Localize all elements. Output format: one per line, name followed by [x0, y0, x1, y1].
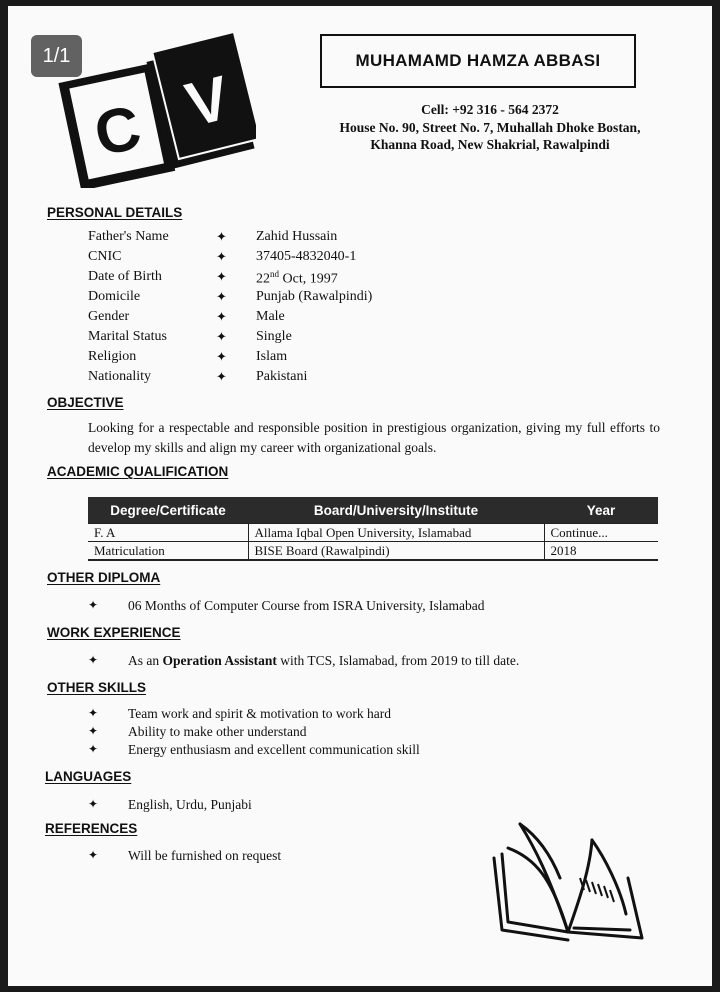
personal-row [88, 229, 488, 249]
column-header: Degree/Certificate [88, 497, 248, 524]
table-cell: F. A [88, 524, 248, 542]
dob-day: 22 [256, 271, 270, 287]
table-header-row [88, 497, 658, 524]
address-line-1: House No. 90, Street No. 7, Muhallah Dhoke Bostan, [339, 120, 641, 135]
field-label: Religion [88, 349, 137, 364]
list-item [88, 724, 648, 742]
bullet-icon: ✦ [216, 289, 227, 304]
objective-text: Looking for a respectable and responsible position in prestigious organization, giving my full efforts to develop my skills and align my career with organizational goals. [88, 420, 660, 455]
column-header: Board/University/Institute [248, 497, 544, 524]
logo-letter-c: C [88, 92, 147, 170]
bullet-icon: ✦ [88, 797, 99, 811]
personal-row [88, 269, 488, 289]
skills-heading: OTHER SKILLS [47, 680, 147, 695]
field-value: 37405-4832040-1 [256, 249, 357, 264]
field-label: CNIC [88, 249, 122, 264]
table-cell: 2018 [544, 542, 658, 561]
logo-letter-v: V [179, 63, 237, 141]
list-item [88, 742, 648, 760]
languages-heading: LANGUAGES [45, 769, 132, 784]
table-cell: Allama Iqbal Open University, Islamabad [248, 524, 544, 542]
work-role: Operation Assistant [162, 653, 277, 668]
list-item-text: Ability to make other understand [128, 724, 307, 739]
table-row [88, 542, 658, 561]
personal-row [88, 329, 488, 349]
field-label: Date of Birth [88, 269, 162, 284]
bullet-icon: ✦ [88, 742, 99, 756]
field-value: Zahid Hussain [256, 229, 338, 244]
bullet-icon: ✦ [216, 229, 227, 244]
cell-number: Cell: +92 316 - 564 2372 [421, 102, 559, 117]
work-pre: As an [128, 653, 163, 668]
list-item-text: 06 Months of Computer Course from ISRA University, Islamabad [128, 598, 485, 613]
academic-table [88, 497, 658, 561]
field-label: Domicile [88, 289, 141, 304]
bullet-icon: ✦ [88, 598, 99, 612]
personal-details-heading: PERSONAL DETAILS [47, 205, 183, 220]
field-value: Single [256, 329, 292, 344]
diploma-heading: OTHER DIPLOMA [47, 570, 161, 585]
table-cell: Continue... [544, 524, 658, 542]
bullet-icon: ✦ [216, 349, 227, 364]
list-item [88, 706, 648, 724]
list-item [88, 653, 648, 671]
academic-heading: ACADEMIC QUALIFICATION [47, 464, 229, 479]
work-heading: WORK EXPERIENCE [47, 625, 181, 640]
references-heading: REFERENCES [45, 821, 138, 836]
field-label: Father's Name [88, 229, 169, 244]
personal-row [88, 289, 488, 309]
dob-rest: Oct, 1997 [279, 271, 338, 287]
table-cell: Matriculation [88, 542, 248, 561]
list-item-text: Will be furnished on request [128, 848, 282, 863]
cv-logo [56, 28, 256, 188]
field-value: Male [256, 309, 285, 324]
field-value: Islam [256, 349, 288, 364]
dob-suffix: nd [270, 269, 279, 279]
objective-heading: OBJECTIVE [47, 395, 124, 410]
list-item-text: English, Urdu, Punjabi [128, 797, 252, 812]
field-value [256, 269, 338, 288]
list-item-text [128, 653, 519, 669]
bullet-icon: ✦ [88, 848, 99, 862]
personal-row [88, 369, 488, 389]
bullet-icon: ✦ [88, 724, 99, 738]
personal-row [88, 349, 488, 369]
column-header: Year [544, 497, 658, 524]
bullet-icon: ✦ [216, 249, 227, 264]
personal-row [88, 249, 488, 269]
field-label: Marital Status [88, 329, 167, 344]
bullet-icon: ✦ [216, 269, 227, 284]
list-item [88, 598, 648, 616]
candidate-name: MUHAMAMD HAMZA ABBASI [320, 34, 636, 88]
list-item-text: Team work and spirit & motivation to work hard [128, 706, 392, 721]
table-cell: BISE Board (Rawalpindi) [248, 542, 544, 561]
personal-row [88, 309, 488, 329]
field-value: Punjab (Rawalpindi) [256, 289, 373, 304]
address-line-2: Khanna Road, New Shakrial, Rawalpindi [370, 137, 610, 152]
bullet-icon: ✦ [216, 329, 227, 344]
bullet-icon: ✦ [216, 369, 227, 384]
field-label: Gender [88, 309, 130, 324]
page-indicator[interactable]: 1/1 [31, 35, 82, 77]
list-item-text: Energy enthusiasm and excellent communication skill [128, 742, 420, 757]
bullet-icon: ✦ [88, 653, 99, 667]
work-post: with TCS, Islamabad, from 2019 to till date. [276, 653, 520, 668]
bullet-icon: ✦ [216, 309, 227, 324]
table-row [88, 524, 658, 542]
field-label: Nationality [88, 369, 151, 384]
field-value: Pakistani [256, 369, 308, 384]
list-item [88, 797, 648, 815]
bullet-icon: ✦ [88, 706, 99, 720]
open-book-icon [480, 818, 650, 948]
